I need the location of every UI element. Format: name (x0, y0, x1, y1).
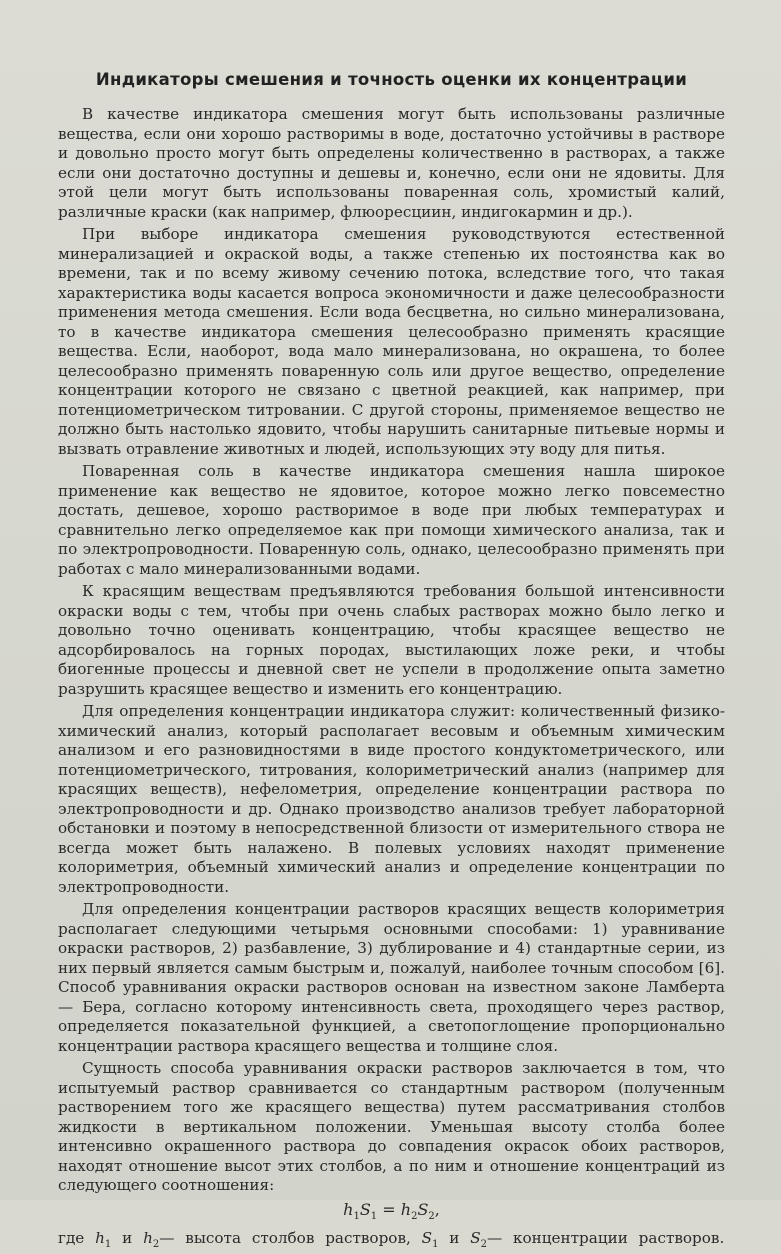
paragraph: При выборе индикатора смешения руководствуются естественной минерализацией и окраской воды, а также степенью их постоянства как во времени, так и по всему живому сечению потока, вследствие того, что такая характеристика воды касается вопроса экономичности и даже целесообразности применения метода смешения. Если вода бесцветна, но сильно минерализована, то в качестве индикатора смешения целесообразно применять красящие вещества. Если, наоборот, вода мало минерализована, но окрашена, то более целесообразно применять поваренную соль или другое вещество, определение концентрации которого не связано с цветной реакцией, как например, при потенциометрическом титровании. С другой стороны, применяемое вещество не должно быть настолько ядовито, чтобы нарушить санитарные питьевые нормы и вызвать отравление животных и людей, использующих эту воду для питья. (58, 225, 725, 458)
section-title: Индикаторы смешения и точность оценки их концентрации (95, 70, 688, 89)
paragraph: Поваренная соль в качестве индикатора смешения нашла широкое применение как вещество не ядовитое, которое можно легко повсеместно достать, дешевое, хорошо растворимое в воде при любых температурах и сравнительно легко определяемое как при помощи химического анализа, так и по электропроводности. Поваренную соль, однако, целесообразно применять при работах с мало минерализованными водами. (58, 462, 725, 578)
equation: $h_1S_1 = h_2S_2$, (343, 1199, 440, 1222)
paragraph: Для определения концентрации растворов красящих веществ колориметрия располагает следующими четырьмя основными способами: 1) уравнивание окраски растворов, 2) разбавление, 3) дублирование и 4) стандартные серии, из них первый является самым быстрым и, пожалуй, наиболее точным способом [6]. Способ уравнивания окраски растворов основан на известном законе Ламберта — Бера, согласно которому интенсивность света, проходящего через раствор, определяется показательной функцией, а светопоглощение пропорционально концентрации раствора красящего вещества и толщине слоя. (58, 900, 725, 1055)
formula-legend: где $h_1$ и $h_2—$ высота столбов растворов, $S_1$ и $S_2—$ концентрации растворов. (58, 1228, 725, 1250)
paragraph: К красящим веществам предъявляются требования большой интенсивности окраски воды с тем, чтобы при очень слабых растворах можно было легко и довольно точно оценивать концентрацию, чтобы красящее вещество не адсорбировалось на горных породах, выстилающих ложе реки, и чтобы биогенные процессы и дневной свет не успели в продолжение опыта заметно разрушить красящее вещество и изменить его концентрацию. (58, 582, 725, 698)
paragraph: В качестве индикатора смешения могут быть использованы различные вещества, если они хорошо растворимы в воде, достаточно устойчивы в растворе и довольно просто могут быть определены количественно в растворах, а также если они достаточно доступны и дешевы и, конечно, если они не ядовиты. Для этой цели могут быть использованы поваренная соль, хромистый калий, различные краски (как например, флюоресциин, индигокармин и др.). (58, 105, 725, 221)
paragraph: Для определения концентрации индикатора служит: количественный физико-химический анализ, который располагает весовым и объемным химическим анализом и его разновидностями в виде простого кондуктометрического, или потенциометрического, титрования, колориметрический анализ (например для красящих веществ), нефелометрия, определение концентрации раствора по электропроводности и др. Однако производство анализов требует лабораторной обстановки и поэтому в непосредственной близости от измерительного створа не всегда может быть налажено. В полевых условиях находят применение колориметрия, объемный химический анализ и определение концентрации по электропроводности. (58, 702, 725, 896)
paragraph: Сущность способа уравнивания окраски растворов заключается в том, что испытуемый раствор сравнивается со стандартным раствором (полученным растворением того же красящего вещества) путем рассматривания столбов жидкости в вертикальном положении. Уменьшая высоту столба более интенсивно окрашенного раствора до совпадения окрасок обоих растворов, находят отношение высот этих столбов, а по ним и отношение концентраций из следующего соотношения: (58, 1059, 725, 1194)
